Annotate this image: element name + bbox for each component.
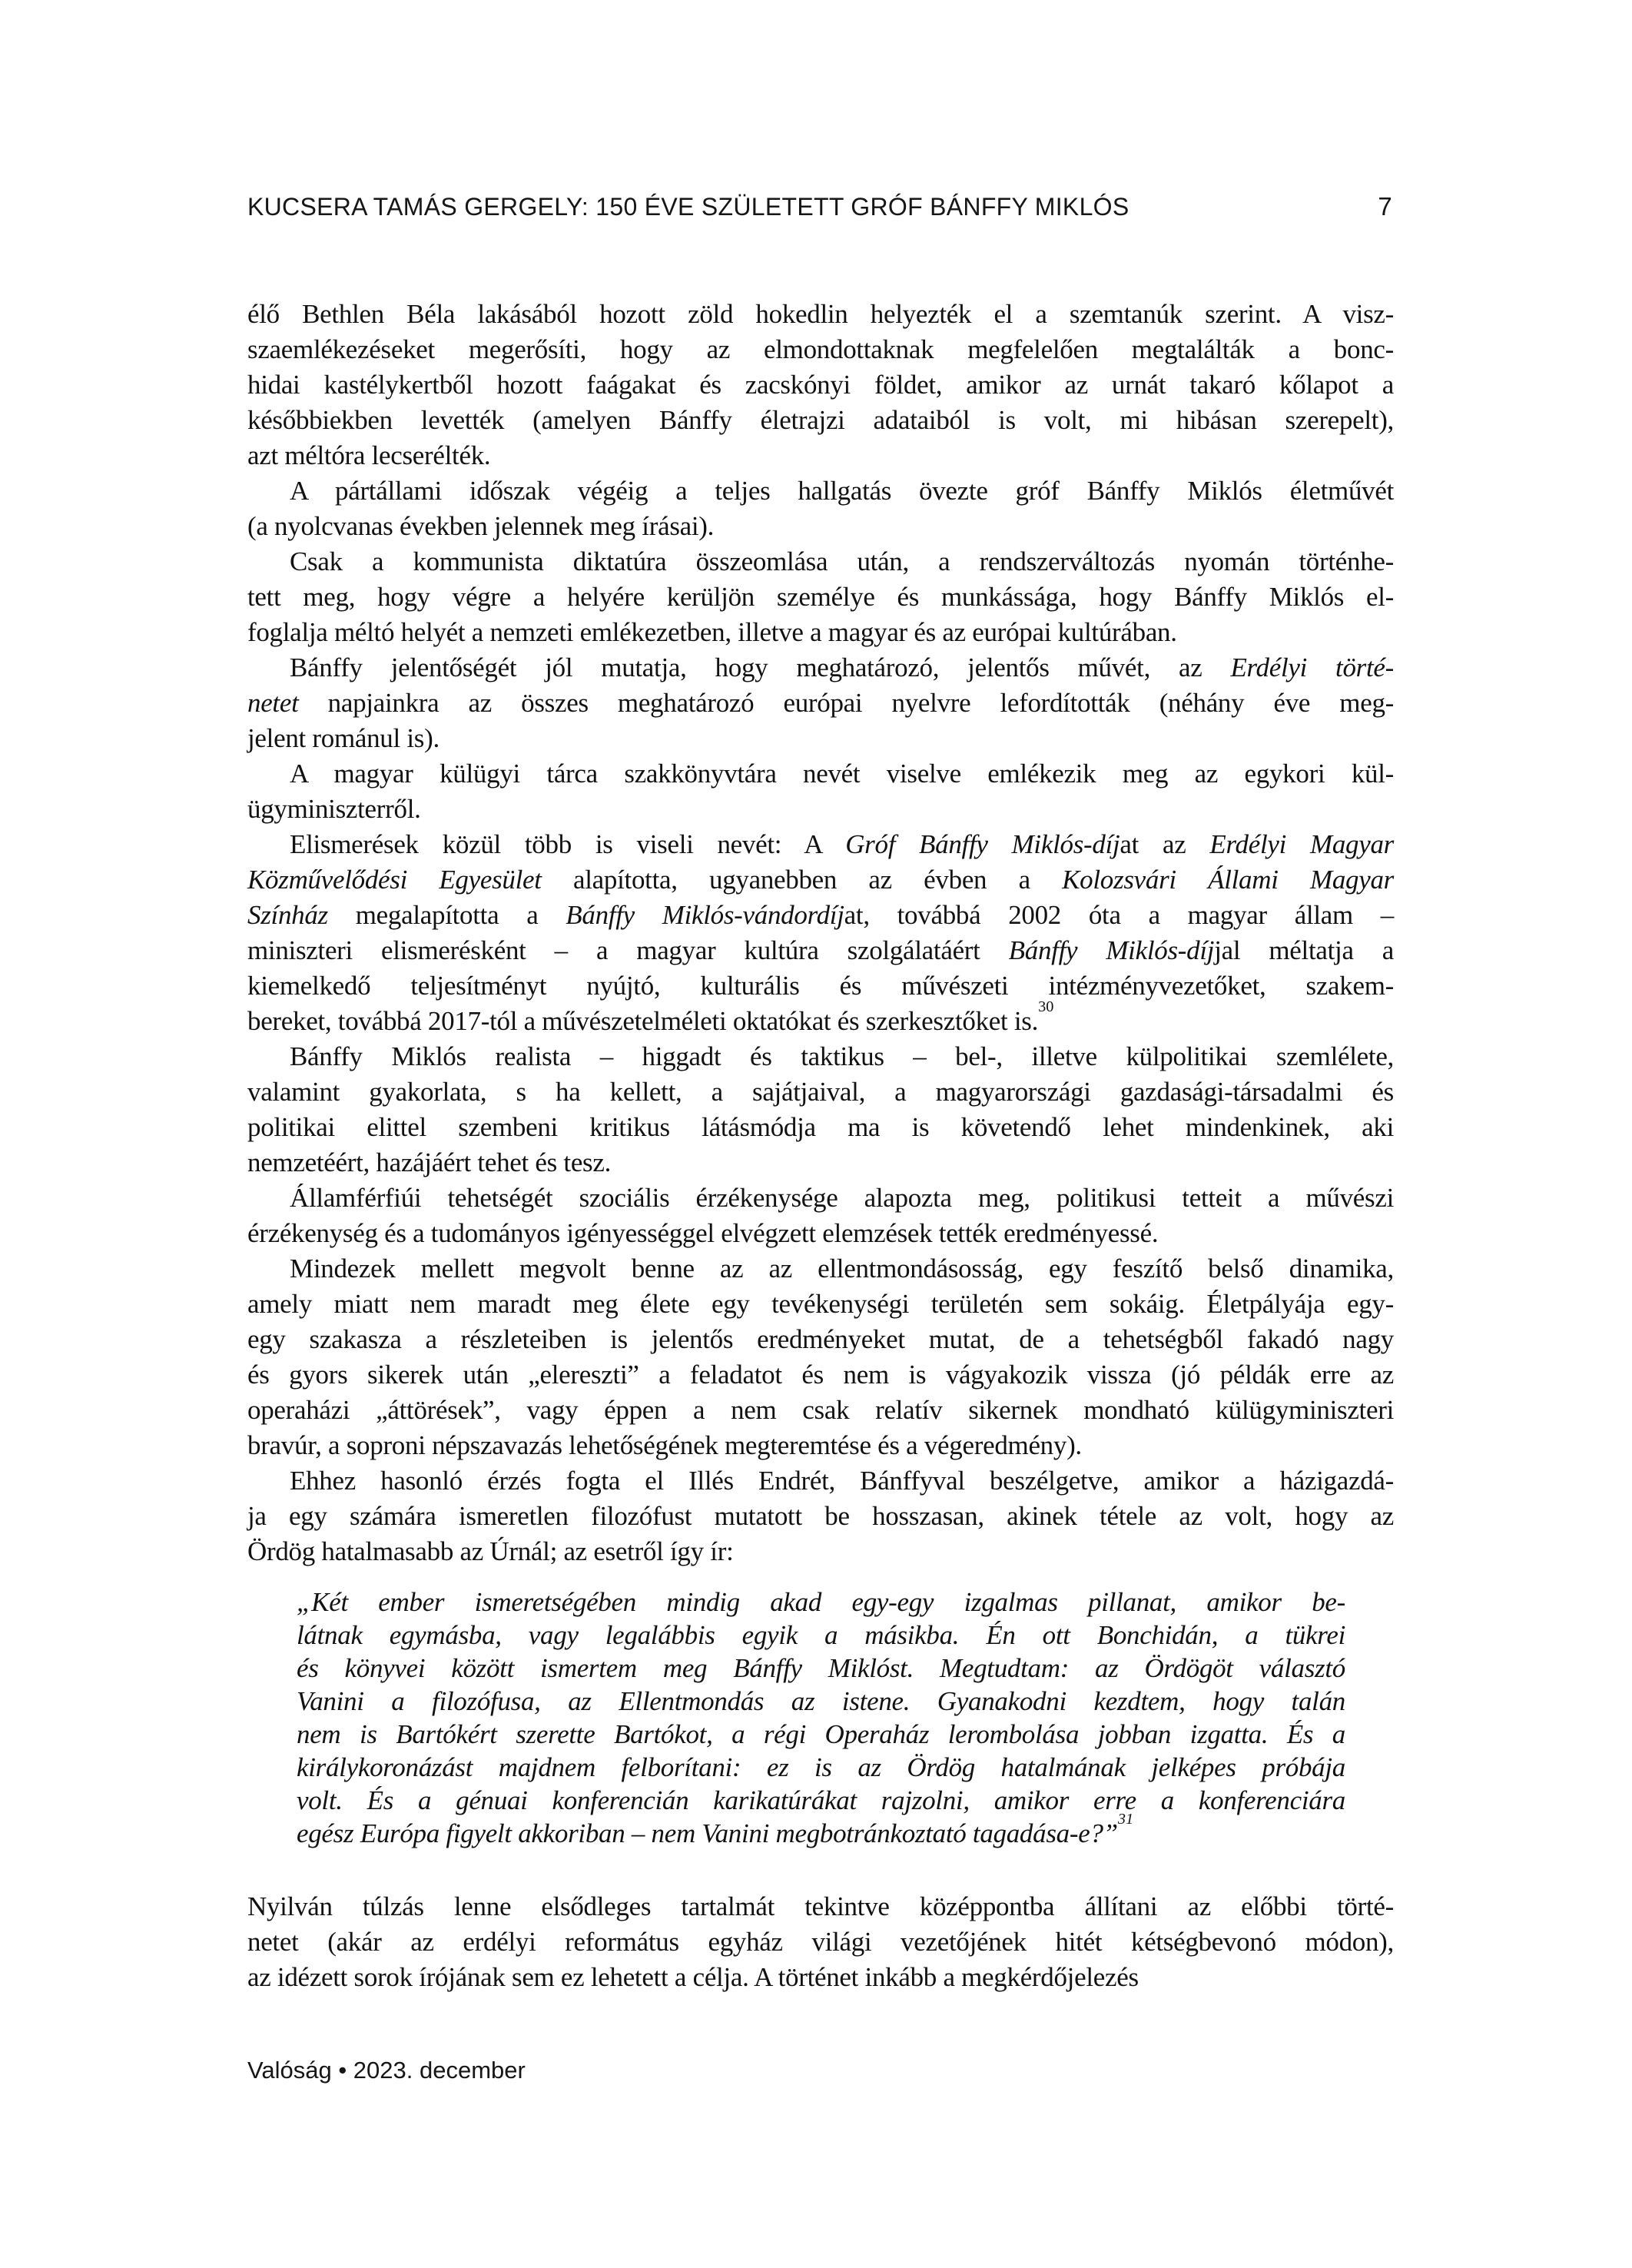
paragraph	[247, 1889, 1394, 1995]
text-line	[247, 1534, 1394, 1569]
text-line	[247, 1499, 1394, 1534]
text-run: azt méltóra lecserélték.	[247, 440, 491, 470]
paragraph	[247, 1251, 1394, 1463]
text-run: királykoronázást majdnem felborítani: ez is az Ördög hatalmának jelképes próbája	[297, 1752, 1345, 1782]
text-run: és gyors sikerek után „elereszti” a feladatot és nem is vágyakozik vissza (jó példák erre az	[247, 1360, 1394, 1390]
text-line	[247, 509, 1394, 544]
text-run: Kolozsvári Állami Magyar	[1062, 865, 1394, 895]
text-line	[247, 1463, 1394, 1499]
running-head-title: KUCSERA TAMÁS GERGELY: 150 ÉVE SZÜLETETT GRÓF BÁNFFY MIKLÓS	[247, 193, 1129, 221]
text-run: amely miatt nem maradt meg élete egy tevékenységi területén sem sokáig. Életpályája egy-	[247, 1289, 1394, 1319]
text-line	[297, 1811, 1345, 1850]
paragraph	[247, 650, 1394, 756]
text-line	[247, 1216, 1394, 1251]
text-run: Színház	[247, 900, 328, 930]
text-run: Csak a kommunista diktatúra összeomlása után, a rendszerváltozás nyomán történhe-	[290, 546, 1394, 576]
text-line	[247, 862, 1394, 898]
text-run: ja egy számára ismeretlen filozófust mutatott be hosszasan, akinek tétele az volt, hogy az	[247, 1501, 1394, 1531]
text-run: Elismerések közül több is viseli nevét: A	[290, 829, 846, 859]
text-run: hidai kastélykertből hozott faágakat és zacskónyi földet, amikor az urnát takaró kőlapot a	[247, 370, 1394, 400]
text-run: netet	[247, 688, 299, 718]
text-run: Bánffy Miklós-díj	[1008, 935, 1215, 965]
text-line	[297, 1685, 1345, 1718]
text-line	[247, 1322, 1394, 1357]
text-run: valamint gyakorlata, s ha kellett, a sajátjaival, a magyarországi gazdasági-társadalmi és	[247, 1077, 1394, 1107]
text-run: tett meg, hogy végre a helyére kerüljön személye és munkássága, hogy Bánffy Miklós el-	[247, 582, 1394, 612]
text-run: Ehhez hasonló érzés fogta el Illés Endrét, Bánffyval beszélgetve, amikor a házigazdá-	[290, 1466, 1394, 1496]
text-run: jelent románul is).	[247, 723, 440, 753]
text-line	[247, 1251, 1394, 1287]
text-run: miniszteri elismerésként – a magyar kultúra szolgálatáért	[247, 935, 1009, 965]
text-run: politikai elittel szembeni kritikus látásmódja ma is követendő lehet mindenkinek, aki	[247, 1112, 1394, 1142]
journal-footer-text: Valóság • 2023. december	[247, 2057, 526, 2084]
text-line	[247, 544, 1394, 579]
text-run: Erdélyi törté-	[1230, 653, 1394, 682]
text-line	[247, 686, 1394, 721]
text-run: látnak egymásba, vagy legalábbis egyik a másikba. Én ott Bonchidán, a tükrei	[297, 1620, 1345, 1650]
text-line	[247, 756, 1394, 792]
text-run: bravúr, a soproni népszavazás lehetőségének megteremtése és a végeredmény).	[247, 1430, 1082, 1460]
text-line	[247, 1393, 1394, 1428]
text-run: nem is Bartókért szerette Bartókot, a régi Operaház lerombolása jobban izgatta. És a	[297, 1719, 1345, 1749]
text-line	[247, 933, 1394, 968]
text-run: érzékenység és a tudományos igényességgel elvégzett elemzések tették eredményessé.	[247, 1218, 1159, 1248]
text-line	[247, 721, 1394, 756]
page-number: 7	[1378, 192, 1392, 221]
page-header	[247, 192, 1392, 221]
text-run: és könyvei között ismertem meg Bánffy Miklóst. Megtudtam: az Ördögöt választó	[297, 1653, 1345, 1683]
text-line	[247, 1357, 1394, 1393]
text-run: Bánffy jelentőségét jól mutatja, hogy meghatározó, jelentős művét, az	[290, 653, 1231, 682]
text-line	[297, 1652, 1345, 1685]
text-run: Erdélyi Magyar	[1209, 829, 1394, 859]
text-run: operaházi „áttörések”, vagy éppen a nem csak relatív sikernek mondható külügyminiszteri	[247, 1395, 1394, 1425]
text-line	[247, 1039, 1394, 1074]
text-run: szaemlékezéseket megerősíti, hogy az elmondottaknak megfelelően megtalálták a bonc-	[247, 334, 1394, 364]
text-run: foglalja méltó helyét a nemzeti emlékezetben, illetve a magyar és az európai kultúrában.	[247, 617, 1177, 647]
text-run: (a nyolcvanas években jelennek meg írásai).	[247, 511, 715, 541]
text-line	[247, 1889, 1394, 1924]
text-line	[247, 1960, 1394, 1995]
text-run: jal méltatja a	[1214, 935, 1395, 965]
text-line	[297, 1718, 1345, 1751]
text-run: volt. És a génuai konferencián karikatúrákat rajzolni, amikor erre a konferenciára	[297, 1785, 1345, 1815]
paragraph	[247, 1180, 1394, 1251]
text-line	[297, 1751, 1345, 1784]
text-run: élő Bethlen Béla lakásából hozott zöld hokedlin helyezték el a szemtanúk szerint. A visz-	[247, 299, 1394, 329]
text-run: Gróf Bánffy Miklós-díj	[845, 829, 1120, 859]
body-text	[247, 297, 1394, 1995]
text-run: Bánffy Miklós-vándordíj	[566, 900, 844, 930]
text-line	[247, 1145, 1394, 1180]
paragraph	[247, 297, 1394, 473]
text-run: Nyilván túlzás lenne elsődleges tartalmát tekintve középpontba állítani az előbbi törté-	[247, 1891, 1394, 1921]
text-run: Mindezek mellett megvolt benne az az ellentmondásosság, egy feszítő belső dinamika,	[290, 1254, 1394, 1283]
text-line	[247, 438, 1394, 473]
text-line	[247, 473, 1394, 509]
page-footer	[247, 2057, 526, 2084]
text-line	[247, 579, 1394, 615]
text-run: napjainkra az összes meghatározó európai nyelvre lefordították (néhány éve meg-	[298, 688, 1394, 718]
text-run: ügyminiszterről.	[247, 794, 421, 824]
text-run: nemzetéért, hazájáért tehet és tesz.	[247, 1147, 612, 1177]
text-run: megalapította a	[327, 900, 566, 930]
text-run: alapította, ugyanebben az évben a	[541, 865, 1063, 895]
text-line	[247, 615, 1394, 650]
text-line	[297, 1586, 1345, 1619]
paragraph	[247, 473, 1394, 544]
paragraph	[247, 1039, 1394, 1180]
text-line	[247, 1074, 1394, 1110]
text-run: későbbiekben levették (amelyen Bánffy életrajzi adataiból is volt, mi hibásan szerepelt),	[247, 405, 1394, 435]
text-run: at, továbbá 2002 óta a magyar állam –	[844, 900, 1395, 930]
paragraph	[247, 1463, 1394, 1569]
text-run: Közművelődési Egyesület	[247, 865, 542, 895]
text-line	[247, 792, 1394, 827]
text-line	[247, 650, 1394, 686]
text-run: egész Európa figyelt akkoriban – nem Vanini megbotránkoztató tagadása-e?”	[297, 1818, 1118, 1848]
paragraph	[247, 756, 1394, 827]
text-run: Államférfiúi tehetségét szociális érzékenysége alapozta meg, politikusi tetteit a művészi	[290, 1183, 1394, 1213]
text-line	[247, 403, 1394, 438]
text-run: A magyar külügyi tárca szakkönyvtára nevét viselve emlékezik meg az egykori kül-	[290, 759, 1394, 789]
block-quote	[297, 1586, 1345, 1850]
text-run: bereket, továbbá 2017-tól a művészetelméleti oktatókat és szerkesztőket is.	[247, 1006, 1039, 1036]
text-line	[247, 1924, 1394, 1960]
text-run: at az	[1120, 829, 1210, 859]
text-run: az idézett sorok írójának sem ez lehetett a célja. A történet inkább a megkérdőjelezés	[247, 1962, 1139, 1992]
text-line	[247, 1428, 1394, 1463]
text-run: Ördög hatalmasabb az Úrnál; az esetről így ír:	[247, 1536, 734, 1566]
footnote-ref: 31	[1117, 1811, 1134, 1828]
text-line	[297, 1619, 1345, 1652]
text-line	[247, 367, 1394, 403]
text-line	[247, 332, 1394, 367]
text-line	[297, 1784, 1345, 1817]
text-line	[247, 827, 1394, 862]
text-line	[247, 1287, 1394, 1322]
text-line	[247, 968, 1394, 1004]
text-run: „Két ember ismeretségében mindig akad egy-egy izgalmas pillanat, amikor be-	[297, 1587, 1345, 1617]
text-run: Vanini a filozófusa, az Ellentmondás az istene. Gyanakodni kezdtem, hogy talán	[297, 1686, 1345, 1716]
paragraph	[247, 544, 1394, 650]
text-run: egy szakasza a részleteiben is jelentős eredményeket mutat, de a tehetségből fakadó nagy	[247, 1324, 1394, 1354]
text-run: A pártállami időszak végéig a teljes hallgatás övezte gróf Bánffy Miklós életművét	[290, 476, 1394, 506]
text-line	[247, 998, 1394, 1039]
text-line	[247, 297, 1394, 332]
text-line	[247, 1180, 1394, 1216]
text-line	[247, 1110, 1394, 1145]
footnote-ref: 30	[1038, 998, 1054, 1016]
text-run: netet (akár az erdélyi református egyház világi vezetőjének hitét kétségbevonó módon),	[247, 1927, 1394, 1957]
text-line	[247, 898, 1394, 933]
text-run: Bánffy Miklós realista – higgadt és taktikus – bel-, illetve külpolitikai szemlélete,	[290, 1041, 1394, 1071]
text-run: kiemelkedő teljesítményt nyújtó, kulturális és művészeti intézményvezetőket, szakem-	[247, 971, 1394, 1001]
paragraph	[247, 827, 1394, 1039]
